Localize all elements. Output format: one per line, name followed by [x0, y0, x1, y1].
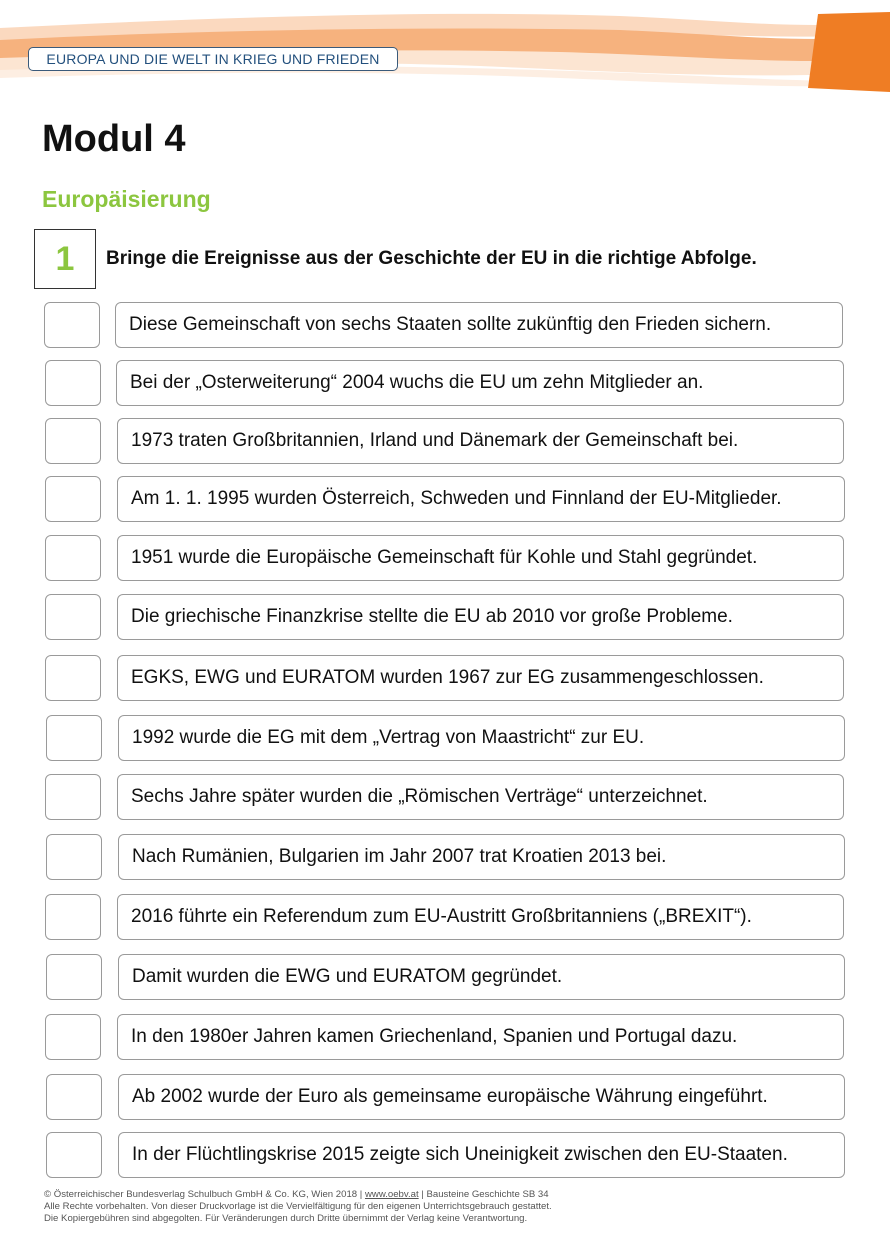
answer-box-14[interactable]: [46, 1074, 102, 1120]
answer-box-8[interactable]: [46, 715, 102, 761]
event-card-10: Nach Rumänien, Bulgarien im Jahr 2007 trat Kroatien 2013 bei.: [118, 834, 845, 880]
footer-book-ref: | Bausteine Geschichte SB 34: [418, 1189, 549, 1200]
event-card-4: Am 1. 1. 1995 wurden Österreich, Schweden und Finnland der EU-Mitglieder.: [117, 476, 845, 522]
event-card-12: Damit wurden die EWG und EURATOM gegründet.: [118, 954, 845, 1000]
footer-line-1: [44, 1189, 552, 1201]
task-instruction: Bringe die Ereignisse aus der Geschichte der EU in die richtige Abfolge.: [106, 248, 757, 269]
footer-line-3: Die Kopiergebühren sind abgegolten. Für Veränderungen durch Dritte übernimmt der Verlag keine Verantwortung.: [44, 1212, 528, 1224]
event-card-6: Die griechische Finanzkrise stellte die EU ab 2010 vor große Probleme.: [117, 594, 844, 640]
answer-box-7[interactable]: [45, 655, 101, 701]
answer-box-10[interactable]: [46, 834, 102, 880]
page-subtitle: Europäisierung: [42, 186, 211, 212]
answer-box-13[interactable]: [45, 1014, 101, 1060]
answer-box-1[interactable]: [44, 302, 100, 348]
footer: [44, 1189, 552, 1224]
answer-box-9[interactable]: [45, 774, 101, 820]
answer-box-15[interactable]: [46, 1132, 102, 1178]
event-card-14: Ab 2002 wurde der Euro als gemeinsame europäische Währung eingeführt.: [118, 1074, 845, 1120]
publisher-link[interactable]: www.oebv.at: [364, 1189, 419, 1200]
event-card-11: 2016 führte ein Referendum zum EU-Austritt Großbritanniens („BREXIT“).: [117, 894, 844, 940]
answer-box-6[interactable]: [45, 594, 101, 640]
event-card-2: Bei der „Osterweiterung“ 2004 wuchs die EU um zehn Mitglieder an.: [116, 360, 844, 406]
answer-box-3[interactable]: [45, 418, 101, 464]
series-label: EUROPA UND DIE WELT IN KRIEG UND FRIEDEN: [28, 47, 398, 71]
answer-box-4[interactable]: [45, 476, 101, 522]
answer-box-5[interactable]: [45, 535, 101, 581]
answer-box-11[interactable]: [45, 894, 101, 940]
footer-line-2: Alle Rechte vorbehalten. Von dieser Druckvorlage ist die Vervielfältigung für den eigenen Unterrichtsgebrauch gestattet.: [44, 1200, 552, 1212]
answer-box-12[interactable]: [46, 954, 102, 1000]
event-card-3: 1973 traten Großbritannien, Irland und Dänemark der Gemeinschaft bei.: [117, 418, 844, 464]
event-card-15: In der Flüchtlingskrise 2015 zeigte sich Uneinigkeit zwischen den EU-Staaten.: [118, 1132, 845, 1178]
event-card-13: In den 1980er Jahren kamen Griechenland, Spanien und Portugal dazu.: [117, 1014, 844, 1060]
event-card-1: Diese Gemeinschaft von sechs Staaten sollte zukünftig den Frieden sichern.: [115, 302, 843, 348]
event-card-8: 1992 wurde die EG mit dem „Vertrag von Maastricht“ zur EU.: [118, 715, 845, 761]
event-card-7: EGKS, EWG und EURATOM wurden 1967 zur EG zusammengeschlossen.: [117, 655, 844, 701]
page-title: Modul 4: [42, 118, 186, 160]
event-card-5: 1951 wurde die Europäische Gemeinschaft für Kohle und Stahl gegründet.: [117, 535, 844, 581]
task-number-box: 1: [34, 229, 96, 289]
footer-copyright: © Österreichischer Bundesverlag Schulbuch GmbH & Co. KG, Wien 2018 |: [44, 1189, 365, 1200]
corner-accent: [808, 12, 890, 92]
event-card-9: Sechs Jahre später wurden die „Römischen Verträge“ unterzeichnet.: [117, 774, 844, 820]
answer-box-2[interactable]: [45, 360, 101, 406]
